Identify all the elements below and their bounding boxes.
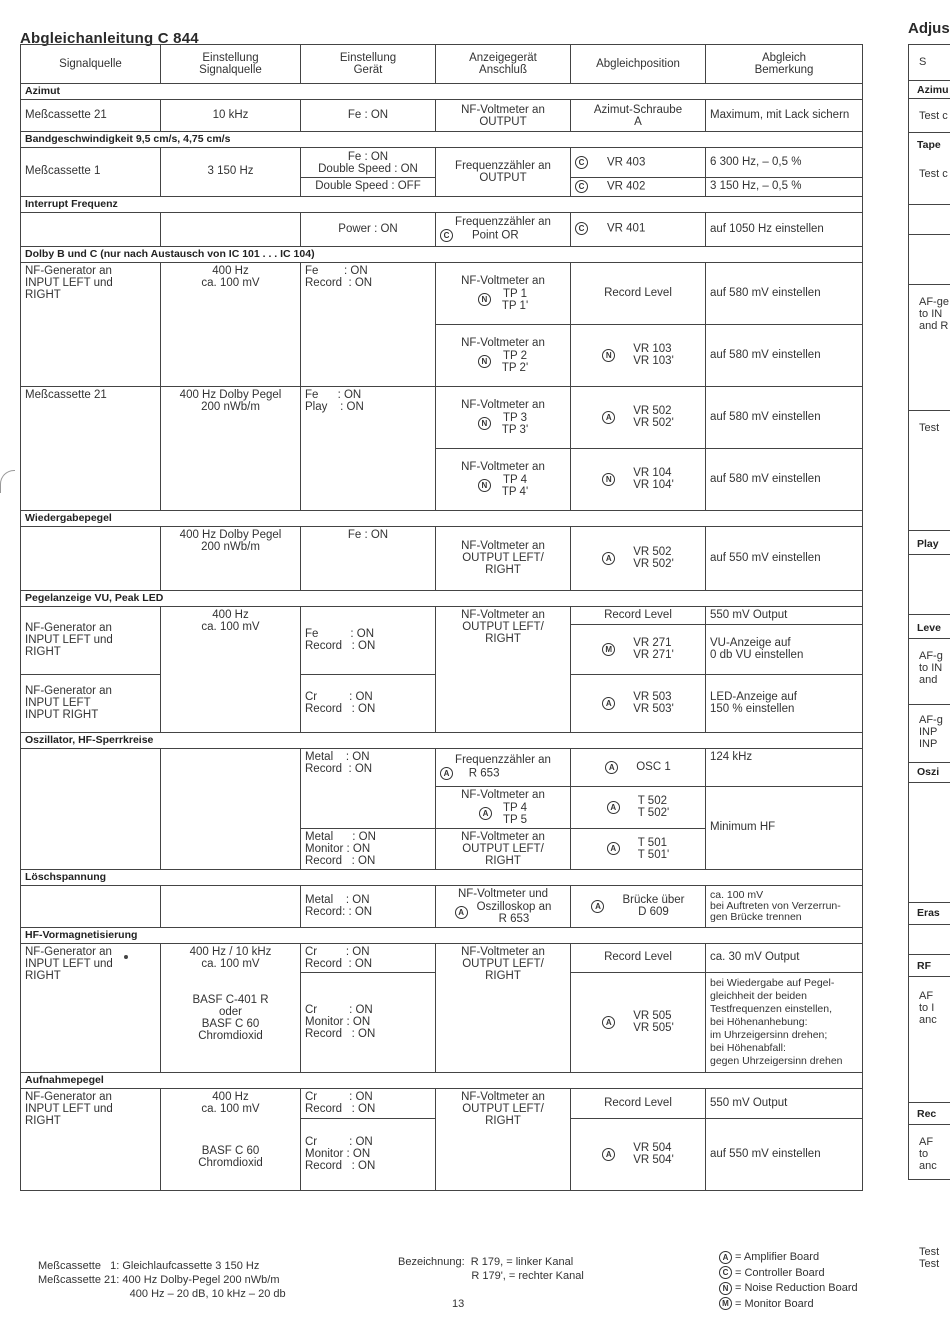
device-setting: Fe : ON Play : ON (301, 386, 436, 510)
designation-notes: Bezeichnung: R 179, = linker Kanal R 179', = rechter Kanal (398, 1256, 584, 1282)
strip-text: AF to I anc (919, 990, 937, 1026)
device-setting: Double Speed : OFF (301, 178, 436, 197)
adjust-note: auf 580 mV einstellen (706, 324, 863, 386)
header-abgleich-bemerkung: Abgleich Bemerkung (706, 45, 863, 84)
adjust-position: Record Level (571, 943, 706, 972)
section-dolby: Dolby B und C (nur nach Austausch von IC 101 . . . IC 104) (21, 246, 863, 262)
signal-setting: 400 Hz ca. 100 mV (161, 262, 301, 386)
page-title: Abgleichanleitung C 844 (20, 30, 199, 47)
adjust-note: LED-Anzeige auf 150 % einstellen (706, 674, 863, 732)
adjust-position: VR 104 VR 104' (633, 467, 674, 492)
signal-setting: 400 Hz Dolby Pegel 200 nWb/m (161, 526, 301, 590)
adjust-note: 124 kHz (706, 748, 863, 786)
header-abgleichposition: Abgleichposition (571, 45, 706, 84)
device-setting: Cr : ON Record : ON (301, 674, 436, 732)
signal-setting: 10 kHz (161, 100, 301, 132)
adjust-note: 6 300 Hz, – 0,5 % (706, 148, 863, 178)
noise-reduction-board-icon: N (478, 355, 491, 368)
meter-connection: NF-Voltmeter an (461, 336, 545, 349)
controller-board-icon: C (575, 222, 588, 235)
table-row (21, 885, 863, 927)
header-einstellung-geraet: Einstellung Gerät (301, 45, 436, 84)
tape-type: BASF C-401 R oder BASF C 60 Chromdioxid (192, 993, 269, 1042)
adjust-position: VR 504 VR 504' (633, 1142, 674, 1167)
signal-setting: 400 Hz ca. 100 mV (161, 606, 301, 732)
device-setting: Fe : ON (301, 100, 436, 132)
amplifier-board-icon: A (440, 767, 453, 780)
section-aufnahmepegel: Aufnahmepegel (21, 1072, 863, 1088)
adjust-position: Brücke über D 609 (622, 894, 685, 919)
adjacent-page-title: Adjus (908, 20, 950, 37)
signal-source: Meßcassette 1 (21, 148, 161, 197)
noise-reduction-board-icon: N (478, 417, 491, 430)
section-interrupt: Interrupt Frequenz (21, 196, 863, 212)
strip-text: AF-g to IN and (919, 650, 943, 686)
device-setting: Fe : ON Double Speed : ON (301, 148, 436, 178)
monitor-board-icon: M (602, 643, 615, 656)
meter-connection: NF-Voltmeter und (457, 887, 549, 900)
strip-text: S (919, 56, 927, 68)
cassette-notes: Meßcassette 1: Gleichlaufcassette 3 150 Hz Meßcassette 21: 400 Hz Dolby-Pegel 200 nWb/m 400 Hz – 20 dB, 10 kHz – 20 db (38, 1260, 286, 1300)
noise-reduction-board-icon: N (478, 479, 491, 492)
signal-source: NF-Generator an INPUT LEFT und RIGHT (21, 1088, 161, 1190)
adjust-position: VR 505 VR 505' (633, 1010, 674, 1035)
test-point: TP 4 TP 5 (502, 801, 528, 826)
strip-section: Play (917, 538, 939, 550)
meter-connection: NF-Voltmeter an (461, 460, 545, 473)
adjust-position: VR 503 VR 503' (633, 691, 674, 716)
table-header-row (21, 45, 863, 84)
section-oszillator: Oszillator, HF-Sperrkreise (21, 732, 863, 748)
test-point: TP 2 TP 2' (501, 349, 529, 374)
monitor-board-icon: M (719, 1297, 732, 1310)
adjust-note: auf 1050 Hz einstellen (706, 212, 863, 246)
header-signalquelle: Signalquelle (21, 45, 161, 84)
meter-connection: NF-Voltmeter an OUTPUT LEFT/ RIGHT (436, 943, 571, 1072)
adjustment-table (20, 44, 863, 1191)
table-row (21, 1088, 863, 1118)
controller-board-icon: C (719, 1266, 732, 1279)
signal-source: NF-Generator an INPUT LEFT INPUT RIGHT (21, 674, 161, 732)
amplifier-board-icon: A (719, 1251, 732, 1264)
adjust-note: VU-Anzeige auf 0 db VU einstellen (706, 624, 863, 674)
adjust-position: Record Level (571, 606, 706, 624)
legend-item: A = Amplifier Board (719, 1250, 858, 1266)
amplifier-board-icon: A (602, 411, 615, 424)
amplifier-board-icon: A (607, 801, 620, 814)
strip-text: Test c (919, 168, 948, 180)
adjust-position: T 502 T 502' (637, 795, 670, 820)
amplifier-board-icon: A (607, 842, 620, 855)
noise-reduction-board-icon: N (719, 1282, 732, 1295)
meter-connection: NF-Voltmeter an OUTPUT (436, 100, 571, 132)
signal-source: Meßcassette 21 (21, 386, 161, 510)
adjust-note: auf 550 mV einstellen (706, 526, 863, 590)
noise-reduction-board-icon: N (602, 473, 615, 486)
device-setting: Fe : ON Record : ON (301, 606, 436, 674)
header-anzeigegeraet: Anzeigegerät Anschluß (436, 45, 571, 84)
section-hf-vormagnetisierung: HF-Vormagnetisierung (21, 927, 863, 943)
adjust-note: Minimum HF (706, 786, 863, 869)
amplifier-board-icon: A (479, 807, 492, 820)
legend-item: C = Controller Board (719, 1266, 858, 1282)
strip-section: Eras (917, 907, 940, 919)
adjust-position: VR 271 VR 271' (633, 637, 674, 662)
page-number: 13 (452, 1298, 465, 1310)
legend-item: N = Noise Reduction Board (719, 1281, 858, 1297)
adjust-note: auf 580 mV einstellen (706, 262, 863, 324)
scan-dot (124, 955, 128, 959)
adjust-position: VR 502 VR 502' (633, 405, 674, 430)
adjust-note: auf 580 mV einstellen (706, 386, 863, 448)
table-row (21, 526, 863, 590)
meter-connection: NF-Voltmeter an OUTPUT LEFT/ RIGHT (436, 828, 571, 869)
legend-item: M = Monitor Board (719, 1297, 858, 1313)
amplifier-board-icon: A (602, 697, 615, 710)
signal-source: NF-Generator an INPUT LEFT und RIGHT (21, 606, 161, 674)
table-row (21, 212, 863, 246)
adjust-note: 3 150 Hz, – 0,5 % (706, 178, 863, 197)
strip-text: AF-g INP INP (919, 714, 943, 750)
adjust-note: auf 580 mV einstellen (706, 448, 863, 510)
table-row (21, 748, 863, 786)
section-bandgeschwindigkeit: Bandgeschwindigkeit 9,5 cm/s, 4,75 cm/s (21, 132, 863, 148)
meter-connection: Frequenzzähler an (455, 753, 551, 766)
strip-section: Tape (917, 139, 941, 151)
table-row (21, 606, 863, 624)
device-setting: Cr : ON Record : ON (301, 943, 436, 972)
device-setting: Metal : ON Monitor : ON Record : ON (301, 828, 436, 869)
table-row (21, 943, 863, 972)
adjust-position: VR 403 (606, 156, 646, 169)
section-loeschspannung: Löschspannung (21, 869, 863, 885)
test-point: TP 3 TP 3' (501, 411, 529, 436)
strip-section: Oszi (917, 766, 940, 778)
meter-connection: Frequenzzähler an OUTPUT (436, 148, 571, 197)
noise-reduction-board-icon: N (602, 349, 615, 362)
adjust-position: OSC 1 (636, 760, 671, 773)
board-legend (719, 1250, 858, 1312)
meter-connection: NF-Voltmeter an (461, 274, 545, 287)
adjust-position: VR 502 VR 502' (633, 546, 674, 571)
amplifier-board-icon: A (605, 761, 618, 774)
test-point: R 653 (468, 767, 500, 780)
amplifier-board-icon: A (602, 552, 615, 565)
adjust-note: ca. 30 mV Output (706, 943, 863, 972)
adjust-note: ca. 100 mV bei Auftreten von Verzerrun- gen Brücke trennen (706, 885, 863, 927)
signal-source: Meßcassette 21 (21, 100, 161, 132)
test-point: TP 4 TP 4' (501, 473, 529, 498)
signal-setting: 400 Hz Dolby Pegel 200 nWb/m (161, 386, 301, 510)
adjust-position: VR 401 (606, 222, 646, 235)
meter-point: Point OR (471, 229, 519, 242)
signal-source: NF-Generator an INPUT LEFT und RIGHT (21, 943, 161, 1072)
strip-text: AF to anc (919, 1136, 937, 1172)
device-setting: Cr : ON Monitor : ON Record : ON (301, 972, 436, 1072)
device-setting: Metal : ON Record: : ON (301, 885, 436, 927)
device-setting: Power : ON (301, 212, 436, 246)
adjust-note: Maximum, mit Lack sichern (706, 100, 863, 132)
controller-board-icon: C (440, 229, 453, 242)
amplifier-board-icon: A (591, 900, 604, 913)
adjust-position: VR 103 VR 103' (633, 343, 674, 368)
test-point: Oszilloskop an R 653 (476, 900, 552, 925)
table-row (21, 148, 863, 178)
strip-section: Rec (917, 1108, 937, 1120)
strip-section: RF (917, 960, 931, 972)
device-setting: Cr : ON Record : ON (301, 1088, 436, 1118)
meter-connection: NF-Voltmeter an OUTPUT LEFT/ RIGHT (436, 1088, 571, 1190)
scan-margin-mark (0, 470, 15, 493)
section-pegelanzeige: Pegelanzeige VU, Peak LED (21, 590, 863, 606)
adjust-note: bei Wiedergabe auf Pegel- gleichheit der beiden Testfrequenzen einstellen, bei Höhenanhebung: im Uhrzeigersinn drehen; bei Höhenabfall: gegen Uhrzeigersinn drehen (706, 972, 863, 1072)
meter-connection: NF-Voltmeter an (461, 398, 545, 411)
signal-setting: 400 Hz / 10 kHz ca. 100 mV (189, 945, 272, 970)
table-row (21, 262, 863, 324)
meter-connection: NF-Voltmeter an (461, 788, 545, 801)
meter-connection: NF-Voltmeter an OUTPUT LEFT/ RIGHT (436, 526, 571, 590)
device-setting: Metal : ON Record : ON (301, 748, 436, 828)
amplifier-board-icon: A (602, 1148, 615, 1161)
strip-text: Test Test (919, 1246, 940, 1270)
adjust-position: VR 402 (606, 180, 646, 193)
signal-source: NF-Generator an INPUT LEFT und RIGHT (21, 262, 161, 386)
strip-text: AF-ge to IN and R (919, 296, 949, 332)
amplifier-board-icon: A (602, 1016, 615, 1029)
adjust-position: Record Level (571, 1088, 706, 1118)
strip-section: Azimu (917, 84, 949, 96)
adjust-position: T 501 T 501' (637, 836, 670, 861)
adjust-position: Azimut-Schraube A (571, 100, 706, 132)
noise-reduction-board-icon: N (478, 293, 491, 306)
tape-type: BASF C 60 Chromdioxid (198, 1144, 263, 1169)
device-setting: Cr : ON Monitor : ON Record : ON (301, 1118, 436, 1190)
strip-section: Leve (917, 622, 941, 634)
test-point: TP 1 TP 1' (501, 287, 529, 312)
controller-board-icon: C (575, 180, 588, 193)
strip-text: Test c (919, 110, 948, 122)
section-azimut: Azimut (21, 84, 863, 100)
adjust-note: auf 550 mV einstellen (706, 1118, 863, 1190)
adjacent-page-strip (908, 44, 950, 1270)
table-row (21, 100, 863, 132)
section-wiedergabepegel: Wiedergabepegel (21, 510, 863, 526)
device-setting: Fe : ON Record : ON (301, 262, 436, 386)
amplifier-board-icon: A (455, 906, 468, 919)
adjust-note: 550 mV Output (706, 1088, 863, 1118)
controller-board-icon: C (575, 156, 588, 169)
adjust-note: 550 mV Output (706, 606, 863, 624)
signal-setting: 400 Hz ca. 100 mV (201, 1090, 260, 1115)
header-einstellung-signalquelle: Einstellung Signalquelle (161, 45, 301, 84)
device-setting: Fe : ON (301, 526, 436, 590)
table-row (21, 386, 863, 448)
strip-text: Test (919, 422, 940, 434)
signal-setting: 3 150 Hz (161, 148, 301, 197)
meter-connection: NF-Voltmeter an OUTPUT LEFT/ RIGHT (436, 606, 571, 732)
adjust-position: Record Level (571, 262, 706, 324)
meter-connection: Frequenzzähler an (455, 215, 551, 228)
